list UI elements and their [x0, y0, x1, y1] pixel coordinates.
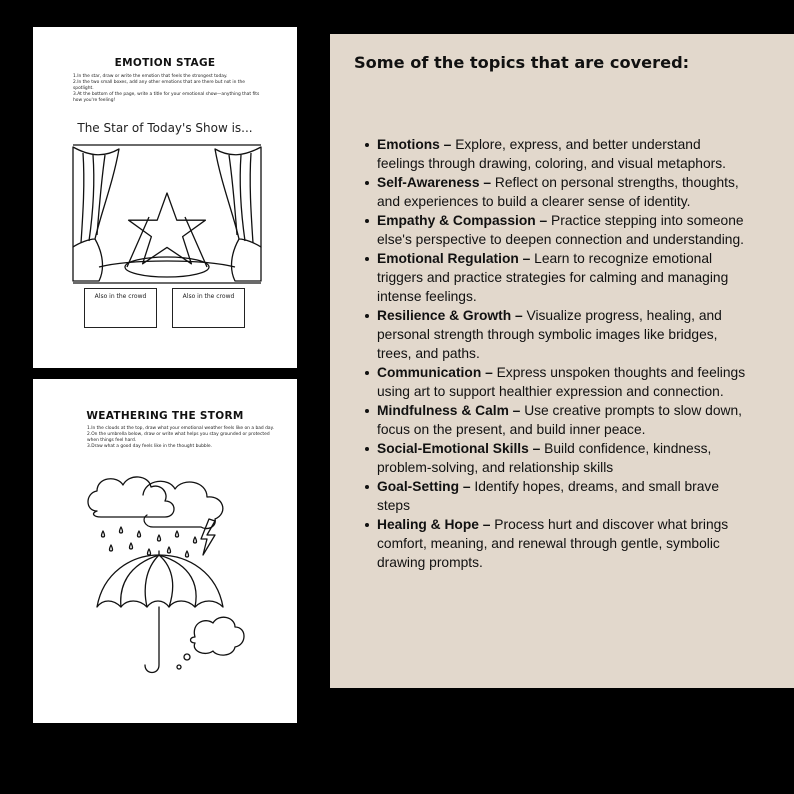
topics-panel [330, 34, 794, 688]
topic-desc: Practice stepping into someone else's perspective to deepen connection and understanding. [377, 213, 744, 247]
topic-item [377, 135, 749, 173]
right-curtain-icon [215, 147, 261, 281]
thought-bubble-icon [191, 617, 245, 655]
topic-desc: Process hurt and discover what brings comfort, meaning, and renewal through gentle, symbolic drawing prompts. [377, 517, 729, 570]
topic-name: Resilience & Growth – [377, 308, 523, 323]
storm-illustration [83, 469, 253, 699]
instruction-item: 3.Draw what a good day feels like in the thought bubble. [87, 444, 213, 449]
topic-name: Communication – [377, 365, 493, 380]
star-icon [129, 193, 206, 264]
worksheet-emotion-stage [33, 27, 297, 368]
instruction-item: 1.In the clouds at the top, draw what your emotional weather feels like on a bad day. [87, 426, 274, 431]
topic-item [377, 515, 749, 572]
stage-illustration [71, 143, 263, 285]
topic-item [377, 363, 749, 401]
thought-dot [184, 654, 190, 660]
topic-name: Goal-Setting – [377, 479, 471, 494]
thought-dot [177, 665, 181, 669]
spotlight-circle [125, 257, 209, 277]
star-heading: The Star of Today's Show is... [77, 121, 253, 135]
instruction-item: 2.On the umbrella below, draw or write what helps you stay grounded or protected when things feel hard. [87, 432, 270, 443]
instructions-list [73, 74, 263, 104]
topic-item [377, 211, 749, 249]
topic-desc: Learn to recognize emotional triggers and practice strategies for calming and managing intense feelings. [377, 251, 729, 304]
crowd-box: Also in the crowd [84, 288, 157, 328]
topic-name: Mindfulness & Calm – [377, 403, 521, 418]
topic-name: Self-Awareness – [377, 175, 492, 190]
stage-floor [99, 261, 235, 267]
topic-item [377, 439, 749, 477]
panel-title: Some of the topics that are covered: [354, 53, 690, 72]
cloud-icon [88, 477, 174, 517]
topic-item [377, 306, 749, 363]
instruction-item: 2.In the two small boxes, add any other emotions that are there but not in the spotlight. [73, 80, 246, 91]
topic-name: Emotions – [377, 137, 452, 152]
topic-name: Empathy & Compassion – [377, 213, 548, 228]
page-title: EMOTION STAGE [114, 57, 216, 69]
topic-desc: Identify hopes, dreams, and small brave steps [377, 479, 720, 513]
topic-desc: Explore, express, and better understand feelings through drawing, coloring, and visual metaphors. [377, 137, 726, 171]
topic-item [377, 401, 749, 439]
topic-desc: Use creative prompts to slow down, focus on the present, and build inner peace. [377, 403, 742, 437]
cloud-icon [143, 481, 223, 528]
raindrops-icon [102, 527, 197, 557]
topic-desc: Express unspoken thoughts and feelings using art to support healthier expression and connection. [377, 365, 746, 399]
worksheet-weathering-storm [33, 379, 297, 723]
instructions-list [87, 426, 277, 450]
page-title: WEATHERING THE STORM [86, 410, 244, 422]
instruction-item: 1.In the star, draw or write the emotion that feels the strongest today. [73, 74, 228, 79]
lightning-icon [201, 519, 215, 555]
topic-desc: Visualize progress, healing, and personal strength through symbolic images like bridges, trees, and paths. [377, 308, 722, 361]
left-curtain-icon [73, 147, 119, 281]
topic-name: Emotional Regulation – [377, 251, 531, 266]
umbrella-icon [97, 551, 223, 673]
topic-item [377, 477, 749, 515]
topic-name: Healing & Hope – [377, 517, 491, 532]
crowd-box: Also in the crowd [172, 288, 245, 328]
topic-desc: Build confidence, kindness, problem-solving, and relationship skills [377, 441, 712, 475]
instruction-item: 3.At the bottom of the page, write a title for your emotional show—anything that fits how you're feeling! [73, 92, 260, 103]
topics-list [377, 135, 749, 572]
topic-desc: Reflect on personal strengths, thoughts, and experiences to build a clearer sense of identity. [377, 175, 739, 209]
topic-item [377, 249, 749, 306]
topic-name: Social-Emotional Skills – [377, 441, 541, 456]
topic-item [377, 173, 749, 211]
